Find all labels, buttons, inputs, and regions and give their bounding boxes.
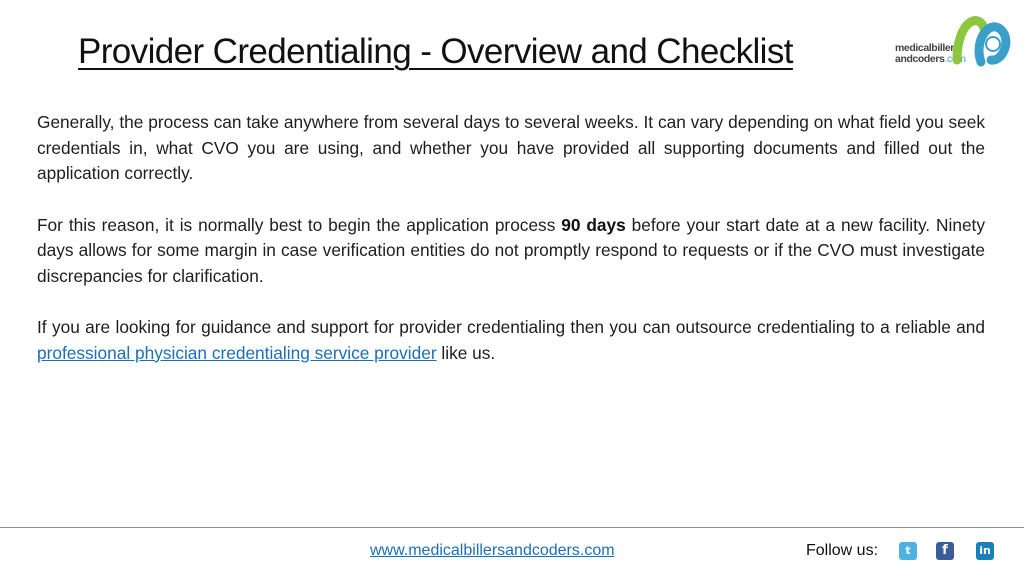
paragraph-outsource xyxy=(37,315,985,366)
company-logo[interactable] xyxy=(893,10,1013,72)
logo-mark-icon xyxy=(951,10,1011,70)
paragraph-2-text-end: before your start date at a new facility. Ninety days allows for some margin in case verification entities do not promptly respond to requests or if the CVO must investigate discrepancies for clarification. xyxy=(37,214,985,286)
slide-body xyxy=(37,110,985,392)
paragraph-3-text-end: like us. xyxy=(436,342,496,363)
twitter-icon[interactable]: t xyxy=(899,542,917,560)
slide-title: Provider Credentialing - Overview and Checklist xyxy=(78,32,793,71)
logo-line-2: andcoders xyxy=(895,53,945,65)
linkedin-icon[interactable]: in xyxy=(976,542,994,560)
credentialing-service-link[interactable]: professional physician credentialing service provider xyxy=(37,342,437,363)
paragraph-3-text-start: If you are looking for guidance and support for provider credentialing then you can outsource credentialing to a reliable and xyxy=(37,317,985,337)
facebook-icon[interactable]: f xyxy=(936,542,954,560)
ninety-days-emphasis: 90 days xyxy=(561,214,626,235)
follow-us-label: Follow us: xyxy=(806,542,879,559)
paragraph-ninety-days xyxy=(37,213,985,290)
paragraph-2-text-start: For this reason, it is normally best to begin the application process xyxy=(37,214,562,235)
logo-suffix: .com xyxy=(944,53,966,65)
paragraph-processing-time: Generally, the process can take anywhere from several days to several weeks. It can vary depending on what field you seek credentials in, what CVO you are using, and whether you have provided all supporting documents and filled out the application correctly. xyxy=(37,112,985,183)
website-link[interactable]: www.medicalbillersandcoders.com xyxy=(370,542,615,559)
footer-divider xyxy=(0,527,1024,528)
logo-line-1: medicalbillers xyxy=(895,42,960,54)
